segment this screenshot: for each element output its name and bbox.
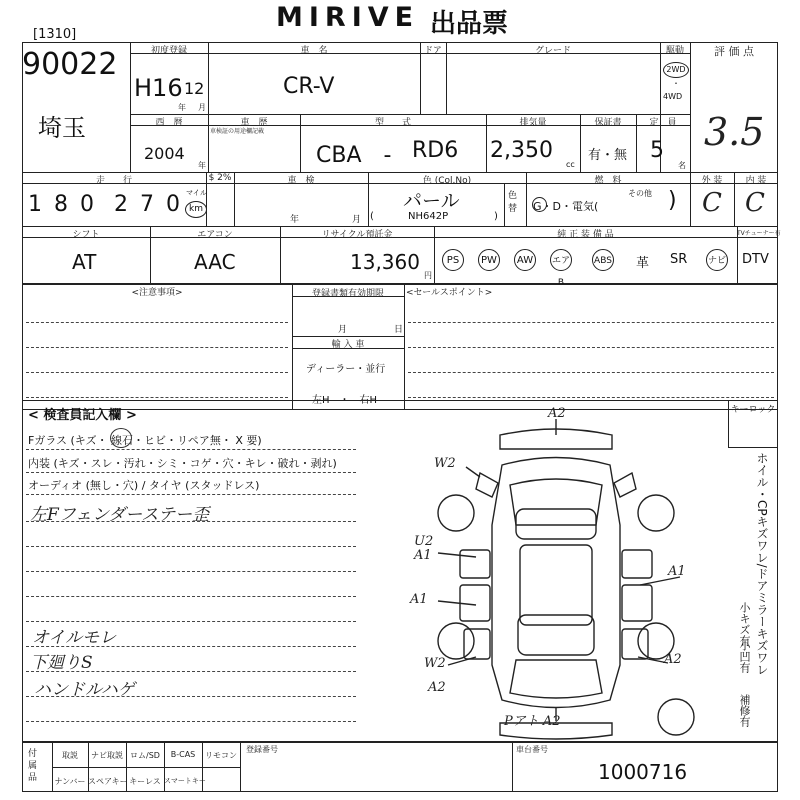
damage-mark: A2: [428, 680, 446, 695]
exterior-grade: C: [702, 188, 722, 218]
inspection-label: 車 検: [287, 176, 315, 186]
drive-2wd-circled: 2WD: [663, 62, 689, 78]
fuel-label: 燃 料: [594, 176, 622, 186]
tv-tuner-label: TVチューナー有: [737, 230, 781, 237]
handwritten-note-fender: 左Fフェンダーステー歪: [30, 505, 210, 525]
accessory-remote: リモコン: [205, 751, 237, 760]
color-label: 色 (Col.No): [422, 176, 472, 186]
key-lock-label: キーロック: [730, 405, 776, 415]
handwritten-note-underbody: 下廻りS: [30, 653, 93, 673]
km-unit-circled: km: [185, 201, 207, 218]
shift-value: AT: [72, 250, 97, 274]
drive-separator: ・: [672, 79, 680, 88]
side-note-small-dent: 小凹有: [738, 640, 751, 673]
model-code: RD6: [412, 138, 459, 163]
accessory-navi-manual: ナビ取説: [91, 751, 123, 760]
first-reg-month-unit: 月: [198, 103, 206, 112]
door-label: ドア: [424, 46, 442, 56]
color-number: NH642P: [408, 211, 449, 222]
history-label: 車 歴: [240, 118, 268, 128]
drive-4wd: 4WD: [663, 92, 683, 101]
dealer-option: ディーラー・並行: [306, 364, 386, 375]
inspection-month: 月: [352, 215, 362, 225]
sales-point-label: <セールスポイント>: [406, 288, 493, 298]
chassis-number: 1000716: [598, 760, 688, 784]
handwritten-note-steering: ハンドルハゲ: [34, 680, 135, 700]
drive-label: 駆動: [665, 46, 684, 56]
displacement-label: 排気量: [519, 118, 547, 128]
damage-mark: W2: [424, 656, 446, 671]
car-name: CR-V: [283, 74, 335, 99]
first-reg-label: 初度登録: [150, 46, 187, 56]
lot-prefix: [1310]: [33, 27, 77, 42]
western-year: 2004: [144, 144, 185, 163]
equipment-dtv: DTV: [742, 252, 769, 267]
western-year-unit: 年: [198, 161, 206, 170]
western-year-label: 西 暦: [155, 118, 183, 128]
lot-number: 90022: [22, 47, 118, 82]
recycle-value: 13,360: [350, 250, 420, 274]
interior-label: 内 装: [745, 176, 767, 186]
accessory-spare-key: スペアキー: [88, 777, 128, 786]
damage-mark: A2: [548, 406, 566, 421]
equipment-ps: PS: [442, 249, 464, 271]
accessories-label: 付属品: [28, 749, 38, 783]
car-damage-diagram: [380, 405, 720, 740]
color-value: パール: [403, 190, 460, 212]
mileage-digit: 0: [166, 192, 180, 217]
fuel-options: G・D・電気(: [533, 200, 599, 213]
capacity-label: 定 員: [649, 118, 677, 128]
damage-mark: A1: [414, 548, 432, 563]
fuel-other-label: その他: [628, 189, 652, 198]
ac-value: AAC: [194, 250, 236, 274]
inspector-title: < 検査員記入欄 >: [28, 408, 137, 423]
exterior-label: 外 装: [701, 176, 723, 186]
document-title: 出品票: [430, 9, 509, 39]
fuel-gasoline-circle: [532, 197, 547, 212]
history-sub: 車検証の用途欄記載: [210, 128, 265, 135]
capacity: 5: [650, 138, 664, 163]
caution-label: <注意事項>: [131, 288, 183, 298]
displacement: 2,350: [490, 138, 553, 163]
meter-label: $ 2%: [208, 173, 232, 183]
first-reg-era: H16: [134, 74, 183, 102]
doc-month: 月: [338, 325, 348, 335]
registration-number-label: 登録番号: [246, 745, 278, 754]
cc-unit: cc: [566, 160, 575, 169]
accessory-number-plate: ナンバー: [54, 777, 86, 786]
equipment-aw: AW: [514, 249, 536, 271]
fglass-line: Fガラス (キズ・ 線石・ヒビ・リペア無・ X 要): [28, 434, 262, 447]
header-logo: MIRIVE: [276, 2, 420, 33]
warranty-label: 保証書: [594, 118, 622, 128]
side-note-repair: 補修有: [738, 694, 751, 727]
first-reg-month: 12: [184, 79, 205, 98]
equipment-airbag: エアB: [550, 249, 572, 271]
interior-grade: C: [745, 188, 765, 218]
damage-mark: A2: [664, 652, 682, 667]
shift-label: シフト: [72, 230, 100, 240]
recycle-label: リサイクル預託金: [321, 230, 393, 240]
capacity-unit: 名: [678, 161, 686, 170]
damage-mark: A1: [410, 592, 428, 607]
equipment-leather: 革: [636, 256, 650, 271]
first-reg-year-unit: 年: [178, 103, 186, 112]
mileage-digits: [26, 192, 186, 222]
audio-line: オーディオ (無し・穴) / タイヤ (スタッドレス): [28, 479, 260, 492]
import-label: 輸 入 車: [331, 340, 365, 350]
side-note-small-scratch: 小キズ有: [738, 602, 751, 646]
color-open-paren: (: [370, 211, 374, 222]
damage-mark: U2: [414, 534, 434, 549]
mileage-digit: 0: [80, 192, 94, 217]
fuel-close-paren: ): [668, 188, 677, 213]
accessory-manual: 取説: [62, 751, 78, 760]
equipment-pw: PW: [478, 249, 500, 271]
equipment-sunroof: SR: [670, 252, 688, 267]
x-circle-mark: [110, 428, 132, 448]
inspection-year: 年: [290, 215, 300, 225]
model-label: 型 式: [374, 118, 411, 128]
warranty: 有・無: [588, 148, 628, 163]
score-value: 3.5: [704, 110, 765, 154]
recycle-unit: 円: [424, 271, 432, 280]
handwritten-note-oil: オイルモレ: [32, 628, 117, 648]
side-note-text: ホイル・CPキズワレ/ドアミラーキズワレ: [755, 452, 769, 676]
steering-option: 左H ・ 右H: [312, 395, 378, 406]
accessory-rom-sd: ロム/SD: [130, 751, 160, 760]
color-change-label: 色替: [508, 191, 518, 214]
doc-expiry-label: 登録書類有効期限: [311, 289, 384, 299]
accessory-smart-key: スマートキー: [164, 777, 206, 785]
mileage-digit: 7: [140, 192, 154, 217]
damage-mark: A1: [668, 564, 686, 579]
mileage-digit: 8: [54, 192, 68, 217]
car-name-label: 車 名: [300, 46, 328, 56]
prefecture: 埼玉: [38, 114, 86, 142]
ac-label: エアコン: [197, 230, 233, 240]
mile-label: マイル: [186, 189, 207, 197]
mileage-label: 走 行: [95, 176, 132, 186]
accessory-bcas: B-CAS: [170, 750, 196, 759]
chassis-number-label: 車台番号: [516, 745, 548, 754]
equipment-navi: ナビ: [706, 249, 728, 271]
mileage-digit: 1: [28, 192, 42, 217]
mileage-digit: 2: [114, 192, 128, 217]
damage-mark: Pアト A2: [504, 714, 561, 729]
accessory-keyless: キーレス: [129, 777, 161, 786]
color-close-paren: ): [494, 211, 498, 222]
damage-mark: W2: [434, 456, 456, 471]
equipment-label: 純 正 装 備 品: [557, 230, 614, 240]
doc-day: 日: [394, 325, 404, 335]
equipment-abs: ABS: [592, 249, 614, 271]
grade-label: グレード: [534, 46, 571, 56]
interior-line: 内装 (キズ・スレ・汚れ・シミ・コゲ・穴・キレ・破れ・剥れ): [28, 457, 337, 470]
model-prefix: CBA -: [316, 143, 392, 168]
score-label: 評 価 点: [714, 45, 754, 58]
